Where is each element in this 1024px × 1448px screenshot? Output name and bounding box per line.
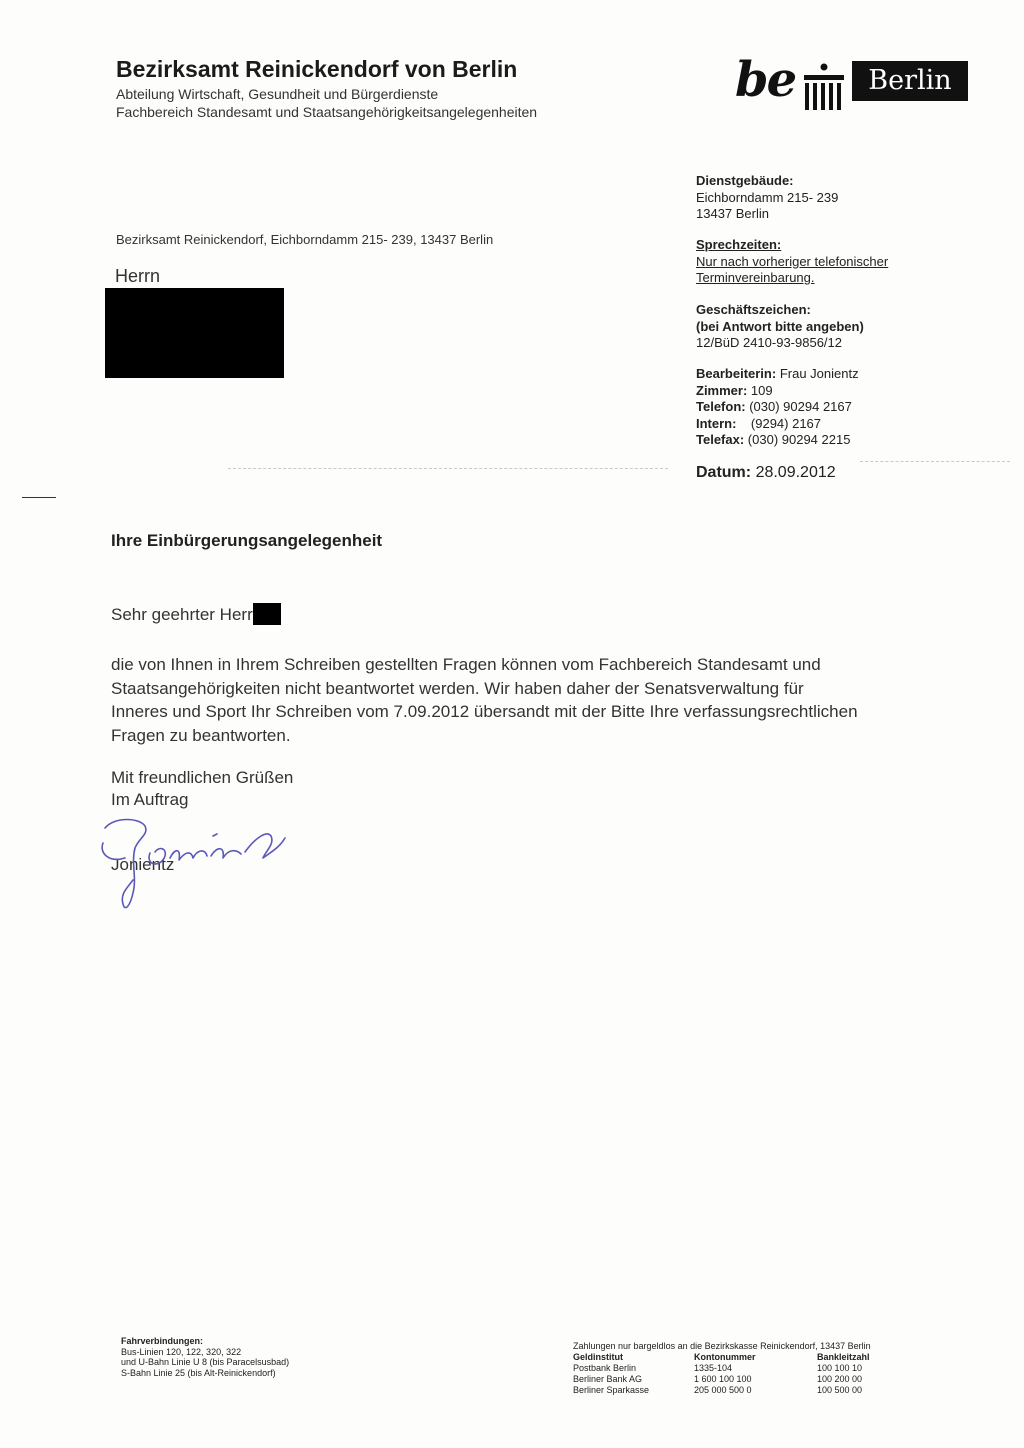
reference-label: Geschäftszeichen: <box>696 302 811 317</box>
intern-label: Intern: <box>696 415 737 431</box>
office-hours-block <box>696 237 888 287</box>
date-value: 28.09.2012 <box>755 464 836 481</box>
department-line: Abteilung Wirtschaft, Gesundheit und Bürgerdienste <box>116 86 439 102</box>
bank-name: Postbank Berlin <box>573 1363 637 1373</box>
fold-mark <box>22 497 56 498</box>
organization-title: Bezirksamt Reinickendorf von Berlin <box>116 56 518 82</box>
berlin-logo-box: Berlin <box>852 61 968 101</box>
fax-number: (030) 90294 2215 <box>747 432 851 447</box>
letter-body <box>111 653 971 747</box>
clerk-name: Frau Jonientz <box>779 366 859 381</box>
contact-block <box>696 366 859 449</box>
bank-account: 1335-104 <box>694 1363 733 1373</box>
bank-account: 1 600 100 100 <box>694 1374 752 1384</box>
handwritten-signature <box>95 808 295 918</box>
signer-name: Jonientz <box>111 855 175 874</box>
transport-title: Fahrverbindungen: <box>121 1336 204 1346</box>
transport-line: Bus-Linien 120, 122, 320, 322 <box>121 1346 242 1357</box>
body-line: Staatsangehörigkeiten nicht beantwortet werden. Wir haben daher der Senatsverwaltung für <box>111 678 804 698</box>
redacted-recipient-address <box>105 288 284 378</box>
division-line: Fachbereich Standesamt und Staatsangehörigkeitsangelegenheiten <box>116 104 538 120</box>
clerk-label: Bearbeiterin: <box>696 366 777 381</box>
letter-greeting <box>111 603 281 625</box>
office-hours-label: Sprechzeiten: <box>696 237 782 252</box>
bank-code: 100 500 00 <box>817 1385 863 1395</box>
transport-line: und U-Bahn Linie U 8 (bis Paracelsusbad) <box>121 1357 290 1367</box>
info-divider <box>860 461 1010 462</box>
building-street: Eichborndamm 215- 239 <box>696 189 839 205</box>
date-line <box>696 464 836 482</box>
office-hours-line1: Nur nach vorheriger telefonischer <box>696 253 889 269</box>
bank-code: 100 100 10 <box>817 1363 863 1373</box>
date-label: Datum: <box>696 464 752 481</box>
bank-name: Berliner Bank AG <box>573 1374 643 1384</box>
bank-account: 205 000 500 0 <box>694 1385 752 1395</box>
room-label: Zimmer: <box>696 382 748 398</box>
bank-col-institute: Geldinstitut <box>573 1352 623 1362</box>
room-number: 109 <box>750 382 773 398</box>
address-divider <box>228 468 668 469</box>
building-city: 13437 Berlin <box>696 206 769 221</box>
bank-col-account: Kontonummer <box>694 1352 756 1362</box>
redacted-recipient-name <box>253 603 281 625</box>
bank-table <box>573 1352 870 1396</box>
table-row <box>573 1385 870 1396</box>
building-block <box>696 173 838 223</box>
closing-regards: Mit freundlichen Grüßen <box>111 768 294 787</box>
payment-info <box>573 1341 871 1396</box>
reference-block <box>696 302 864 352</box>
greeting-text: Sehr geehrter Herr <box>111 605 253 624</box>
building-label: Dienstgebäude: <box>696 173 794 188</box>
fax-label: Telefax: <box>696 432 745 447</box>
transport-info <box>121 1336 289 1378</box>
table-row <box>573 1363 870 1374</box>
bank-table-header <box>573 1352 870 1363</box>
letter-subject: Ihre Einbürgerungsangelegenheit <box>111 531 383 550</box>
reference-note: (bei Antwort bitte angeben) <box>696 318 864 334</box>
table-row <box>573 1374 870 1385</box>
bank-code: 100 200 00 <box>817 1374 863 1384</box>
closing-on-behalf: Im Auftrag <box>111 790 189 809</box>
sender-return-address: Bezirksamt Reinickendorf, Eichborndamm 215- 239, 13437 Berlin <box>116 232 494 247</box>
bank-col-code: Bankleitzahl <box>817 1352 870 1362</box>
recipient-salutation: Herrn <box>115 266 161 286</box>
brandenburg-gate-icon <box>800 62 848 112</box>
bank-name: Berliner Sparkasse <box>573 1385 650 1395</box>
transport-line: S-Bahn Linie 25 (bis Alt-Reinickendorf) <box>121 1367 276 1378</box>
phone-label: Telefon: <box>696 399 746 414</box>
body-line: die von Ihnen in Ihrem Schreiben gestellten Fragen können vom Fachbereich Standesamt und <box>111 655 821 674</box>
be-logo-text: be <box>735 52 796 108</box>
payment-note: Zahlungen nur bargeldlos an die Bezirkskasse Reinickendorf, 13437 Berlin <box>573 1341 871 1351</box>
reference-number: 12/BüD 2410-93-9856/12 <box>696 335 843 350</box>
office-hours-line2: Terminvereinbarung. <box>696 270 815 285</box>
phone-number: (030) 90294 2167 <box>749 399 852 414</box>
intern-number: (9294) 2167 <box>750 415 822 431</box>
body-line: Fragen zu beantworten. <box>111 725 291 745</box>
body-line: Inneres und Sport Ihr Schreiben vom 7.09.2012 übersandt mit der Bitte Ihre verfassungsrechtlichen <box>111 702 858 721</box>
